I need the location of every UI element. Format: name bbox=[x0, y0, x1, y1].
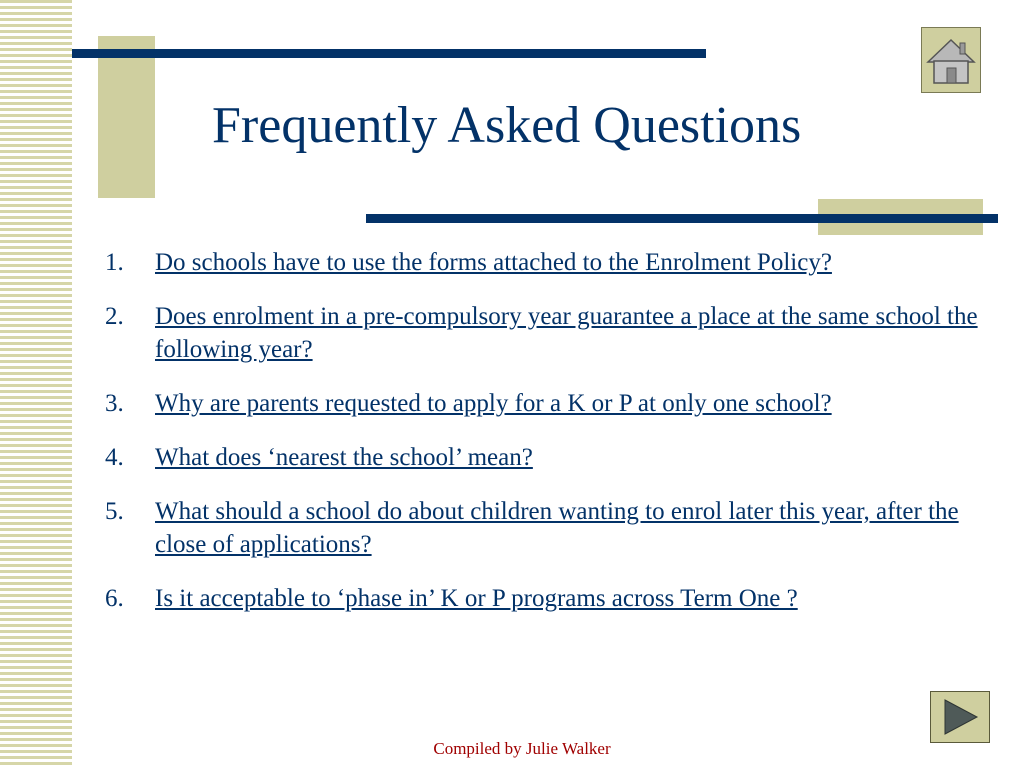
faq-link[interactable]: Does enrolment in a pre-compulsory year guarantee a place at the same school the following year? bbox=[155, 303, 978, 363]
footer-credit: Compiled by Julie Walker bbox=[433, 739, 611, 758]
home-icon bbox=[922, 28, 980, 92]
faq-link[interactable]: What does ‘nearest the school’ mean? bbox=[155, 444, 533, 471]
faq-number: 4. bbox=[105, 444, 124, 471]
play-next-icon bbox=[931, 692, 989, 742]
faq-item bbox=[105, 495, 985, 561]
faq-item bbox=[105, 387, 985, 420]
faq-item bbox=[105, 300, 985, 366]
title-rule-bottom bbox=[366, 214, 998, 223]
faq-number: 1. bbox=[105, 249, 124, 276]
faq-link[interactable]: What should a school do about children wanting to enrol later this year, after the close of applications? bbox=[155, 498, 959, 558]
faq-number: 6. bbox=[105, 585, 124, 612]
home-button[interactable] bbox=[921, 27, 981, 93]
faq-item bbox=[105, 441, 985, 474]
faq-number: 5. bbox=[105, 498, 124, 525]
slide-title: Frequently Asked Questions bbox=[212, 97, 802, 154]
next-slide-button[interactable] bbox=[930, 691, 990, 743]
decorative-stripes bbox=[0, 0, 72, 768]
title-accent-block-left bbox=[98, 36, 155, 198]
faq-item bbox=[105, 582, 985, 615]
faq-link[interactable]: Why are parents requested to apply for a K or P at only one school? bbox=[155, 390, 832, 417]
faq-number: 3. bbox=[105, 390, 124, 417]
faq-list bbox=[105, 246, 985, 636]
faq-link[interactable]: Is it acceptable to ‘phase in’ K or P programs across Term One ? bbox=[155, 585, 798, 612]
title-rule-top bbox=[72, 49, 706, 58]
faq-number: 2. bbox=[105, 303, 124, 330]
faq-item bbox=[105, 246, 985, 279]
faq-link[interactable]: Do schools have to use the forms attached to the Enrolment Policy? bbox=[155, 249, 832, 276]
